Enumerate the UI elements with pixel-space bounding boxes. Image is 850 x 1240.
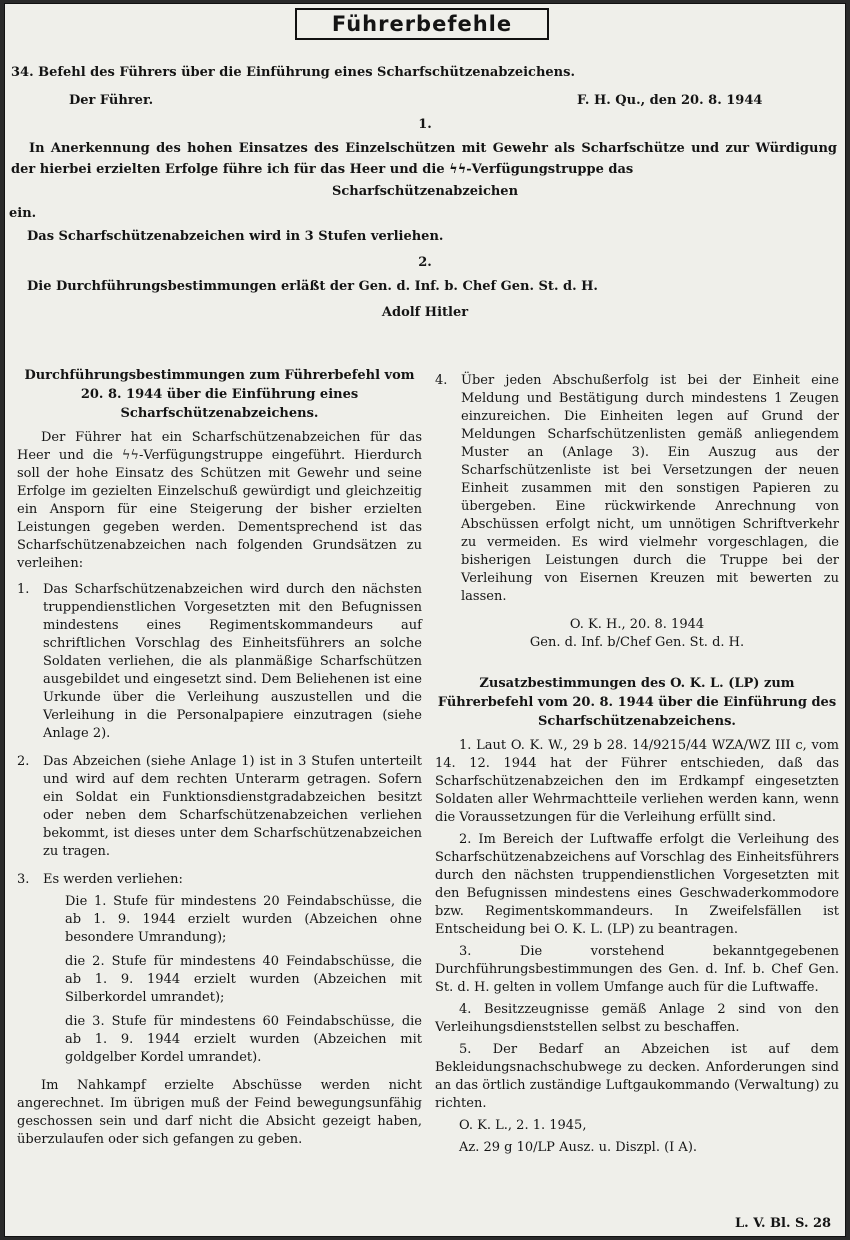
zusatz-3: 3. Die vorstehend bekanntgegebenen Durchführungsbestimmungen des Gen. d. Inf. b. Chef Gen. St. d. H. gelten in vollem Umfange auch für die Luftwaffe. <box>435 944 839 995</box>
section-1-ein: ein. <box>9 206 37 221</box>
right-column <box>435 372 839 1161</box>
order-place-date: F. H. Qu., den 20. 8. 1944 <box>577 93 763 108</box>
item-2-text: Das Abzeichen (siehe Anlage 1) ist in 3 Stufen unterteilt und wird auf dem rechten Unterarm getragen. Sofern ein Soldat ein Funktionsdienstgradabzeichen besitzt oder neben dem Scharfschützenabzeichen verliehen bekommt, ist dieses unter dem Scharfschützenabzeichen zu tragen. <box>43 754 422 859</box>
left-heading: Durchführungsbestimmungen zum Führerbefehl vom 20. 8. 1944 über die Einführung eines Scharfschützenabzeichens. <box>24 368 415 421</box>
okh-date: O. K. H., 20. 8. 1944 <box>569 617 705 632</box>
stufe-1: Die 1. Stufe für mindestens 20 Feindabschüsse, die ab 1. 9. 1944 erzielt wurden (Abzeichen ohne besondere Umrandung); <box>65 894 422 945</box>
nahkampf-paragraph: Im Nahkampf erzielte Abschüsse werden nicht angerechnet. Im übrigen muß der Feind bewegungsunfähig geschossen sein und darf nicht die Absicht gezeigt haben, überzulaufen oder sich gefangen zu geben. <box>17 1078 422 1147</box>
section-1-badge-name: Scharfschützenabzeichen <box>331 184 519 199</box>
section-1-stufen: Das Scharfschützenabzeichen wird in 3 Stufen verliehen. <box>27 229 444 244</box>
section-2-number: 2. <box>418 255 432 270</box>
stufe-3: die 3. Stufe für mindestens 60 Feindabschüsse, die ab 1. 9. 1944 erzielt wurden (Abzeichen mit goldgelber Kordel umrandet). <box>65 1014 422 1065</box>
item-3-text: Es werden verliehen: <box>43 872 183 887</box>
signature-hitler: Adolf Hitler <box>381 305 469 320</box>
list-item <box>17 871 422 889</box>
item-4-text: Über jeden Abschußerfolg ist bei der Einheit eine Meldung und Bestätigung durch mindestens 1 Zeugen einzureichen. Die Einheiten legen auf Grund der Meldungen Scharfschützenlisten gemäß anliegendem Muster an (Anlage 3). Ein Auszug aus der Scharfschützenliste ist bei Versetzungen der neuen Einheit zusammen mit den sonstigen Papieren zu übergeben. Eine rückwirkende Anrechnung von Abschüssen erfolgt nicht, um unnötigen Schriftverkehr zu vermeiden. Es wird vielmehr vorgeschlagen, die bisherigen Leistungen durch die Truppe bei der Verleihung von Eisernen Kreuzen mit bewerten zu lassen. <box>461 373 839 604</box>
order-author: Der Führer. <box>69 93 154 108</box>
zusatz-1: 1. Laut O. K. W., 29 b 28. 14/9215/44 WZA/WZ III c, vom 14. 12. 1944 hat der Führer entschieden, daß das Scharfschützenabzeichen den im Erdkampf eingesetzten Soldaten aller Wehrmachtteile verliehen werden kann, wenn die Voraussetzungen für die Verleihung erfüllt sind. <box>435 738 839 825</box>
item-1-number: 1. <box>17 582 30 597</box>
section-2-text: Die Durchführungsbestimmungen erläßt der Gen. d. Inf. b. Chef Gen. St. d. H. <box>27 279 598 294</box>
zusatz-4: 4. Besitzzeugnisse gemäß Anlage 2 sind von den Verleihungsdienststellen selbst zu beschaffen. <box>435 1002 839 1035</box>
left-intro: Der Führer hat ein Scharfschützenabzeichen für das Heer und die ϟϟ-Verfügungstruppe eingeführt. Hierdurch soll der hohe Einsatz des Schützen mit Gewehr und seine Erfolge im gezielten Einzelschuß gewürdigt und gleichzeitig ein Ansporn für eine Steigerung der bisher erzielten Leistungen gegeben werden. Dementsprechend ist das Scharfschützenabzeichen nach folgenden Grundsätzen zu verleihen: <box>17 430 422 571</box>
list-item <box>17 581 422 743</box>
banner-title: Führerbefehle <box>295 8 549 40</box>
section-1-number: 1. <box>418 117 432 132</box>
item-1-text: Das Scharfschützenabzeichen wird durch den nächsten truppendienstlichen Vorgesetzten mit den Befugnissen mindestens eines Regimentskommandeurs auf schriftlichen Vorschlag des Einheitsführers an solche Soldaten verliehen, die als planmäßige Scharfschützen ausgebildet und eingesetzt sind. Dem Beliehenen ist eine Urkunde über die Verleihung auszustellen und die Verleihung in die Personalpapiere einzutragen (siehe Anlage 2). <box>43 582 422 741</box>
list-item <box>435 372 839 606</box>
section-1-text: In Anerkennung des hohen Einsatzes des Einzelschützen mit Gewehr als Scharfschütze und zur Würdigung der hierbei erzielten Erfolge führe ich für das Heer und die ϟϟ-Verfügungstruppe das <box>11 141 837 177</box>
left-column <box>17 366 422 1153</box>
stufe-2: die 2. Stufe für mindestens 40 Feindabschüsse, die ab 1. 9. 1944 erzielt wurden (Abzeichen mit Silberkordel umrandet); <box>65 954 422 1005</box>
right-heading: Zusatzbestimmungen des O. K. L. (LP) zum Führerbefehl vom 20. 8. 1944 über die Einführung des Scharfschützenabzeichens. <box>437 676 837 729</box>
item-2-number: 2. <box>17 754 30 769</box>
zusatz-2: 2. Im Bereich der Luftwaffe erfolgt die Verleihung des Scharfschützenabzeichens auf Vorschlag des Einheitsführers durch den nächsten truppendienstlichen Vorgesetzten mit den Befugnissen mindestens eines Geschwaderkommodore bzw. Regimentskommandeurs. In Zweifelsfällen ist Entscheidung bei O. K. L. (LP) zu beantragen. <box>435 832 839 937</box>
footer-reference: L. V. Bl. S. 28 <box>735 1216 832 1231</box>
okl-date: O. K. L., 2. 1. 1945, <box>459 1118 587 1133</box>
okh-signature: Gen. d. Inf. b/Chef Gen. St. d. H. <box>529 635 745 650</box>
document-page <box>4 3 846 1237</box>
okl-reference: Az. 29 g 10/LP Ausz. u. Diszpl. (I A). <box>459 1140 698 1155</box>
item-3-number: 3. <box>17 872 30 887</box>
order-title: 34. Befehl des Führers über die Einführung eines Scharfschützenabzeichens. <box>11 65 575 80</box>
list-item <box>17 753 422 861</box>
zusatz-5: 5. Der Bedarf an Abzeichen ist auf dem Bekleidungsnachschubwege zu decken. Anforderungen sind an das örtlich zuständige Luftgaukommando (Verwaltung) zu richten. <box>435 1042 839 1111</box>
item-4-number: 4. <box>435 373 448 388</box>
